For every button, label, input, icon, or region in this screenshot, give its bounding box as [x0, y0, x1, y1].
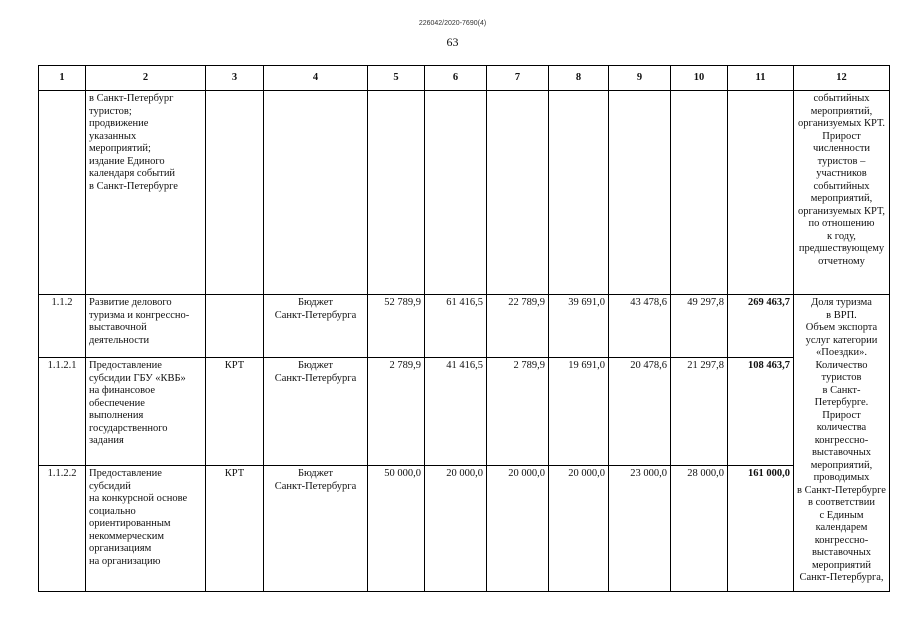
row-value-6: 20 000,0 [425, 466, 487, 592]
row-total: 269 463,7 [728, 295, 794, 358]
row-source: Бюджет Санкт-Петербурга [264, 358, 368, 466]
row-description: Предоставление субсидии ГБУ «КВБ» на финансовое обеспечение выполнения государственного задания [86, 358, 206, 466]
row-source: Бюджет Санкт-Петербурга [264, 295, 368, 358]
header-cell-4: 4 [264, 66, 368, 91]
document-id: 226042/2020-7690(4) [418, 20, 487, 27]
row-total: 108 463,7 [728, 358, 794, 466]
row-value-10 [671, 91, 728, 295]
table-row [39, 91, 890, 295]
row-value-9 [609, 91, 671, 295]
header-cell-10: 10 [671, 66, 728, 91]
row-value-6: 61 416,5 [425, 295, 487, 358]
row-executor [206, 91, 264, 295]
row-value-5: 50 000,0 [368, 466, 425, 592]
page-number: 63 [446, 35, 459, 49]
row-executor: КРТ [206, 466, 264, 592]
row-value-8: 39 691,0 [549, 295, 609, 358]
table-row [39, 295, 890, 358]
header-cell-9: 9 [609, 66, 671, 91]
header-cell-2: 2 [86, 66, 206, 91]
row-value-9: 43 478,6 [609, 295, 671, 358]
row-value-5: 2 789,9 [368, 358, 425, 466]
table-row [39, 466, 890, 592]
header-cell-11: 11 [728, 66, 794, 91]
row-value-9: 20 478,6 [609, 358, 671, 466]
row-value-8: 20 000,0 [549, 466, 609, 592]
row-source [264, 91, 368, 295]
row-value-7: 20 000,0 [487, 466, 549, 592]
row-value-9: 23 000,0 [609, 466, 671, 592]
row-value-5: 52 789,9 [368, 295, 425, 358]
row-value-5 [368, 91, 425, 295]
row-total: 161 000,0 [728, 466, 794, 592]
budget-table [38, 65, 890, 592]
row-number: 1.1.2.2 [39, 466, 86, 592]
row-value-7: 2 789,9 [487, 358, 549, 466]
row-value-6: 41 416,5 [425, 358, 487, 466]
row-value-8 [549, 91, 609, 295]
row-value-10: 28 000,0 [671, 466, 728, 592]
header-cell-8: 8 [549, 66, 609, 91]
row-value-10: 49 297,8 [671, 295, 728, 358]
row-value-6 [425, 91, 487, 295]
row-number: 1.1.2.1 [39, 358, 86, 466]
header-cell-5: 5 [368, 66, 425, 91]
header-cell-1: 1 [39, 66, 86, 91]
indicators-cell-bottom: Доля туризма в ВРП. Объем экспорта услуг категории «Поездки». Количество туристов в Санкт-Петербурге. Прирост количества конгрессно- выставочных мероприятий, проводимых в Санкт-Петербурге в соответствии с Единым календарем конгрессно- выставочных мероприятий Санкт-Петербурга, [794, 295, 890, 592]
table-row [39, 358, 890, 466]
row-number [39, 91, 86, 295]
header-cell-3: 3 [206, 66, 264, 91]
row-total [728, 91, 794, 295]
header-row [39, 66, 890, 91]
header-cell-12: 12 [794, 66, 890, 91]
row-value-10: 21 297,8 [671, 358, 728, 466]
row-description: Предоставление субсидий на конкурсной основе социально ориентированным некоммерческим организациям на организацию [86, 466, 206, 592]
row-description: Развитие делового туризма и конгрессно- выставочной деятельности [86, 295, 206, 358]
header-cell-7: 7 [487, 66, 549, 91]
row-number: 1.1.2 [39, 295, 86, 358]
row-executor: КРТ [206, 358, 264, 466]
row-value-7: 22 789,9 [487, 295, 549, 358]
row-executor [206, 295, 264, 358]
row-value-8: 19 691,0 [549, 358, 609, 466]
row-source: Бюджет Санкт-Петербурга [264, 466, 368, 592]
row-description: в Санкт-Петербург туристов; продвижение указанных мероприятий; издание Единого календаря событий в Санкт-Петербурге [86, 91, 206, 295]
row-value-7 [487, 91, 549, 295]
header-cell-6: 6 [425, 66, 487, 91]
indicators-cell-top: событийных мероприятий, организуемых КРТ. Прирост численности туристов – участников событийных мероприятий, организуемых КРТ, по отношению к году, предшествующему отчетному [794, 91, 890, 295]
